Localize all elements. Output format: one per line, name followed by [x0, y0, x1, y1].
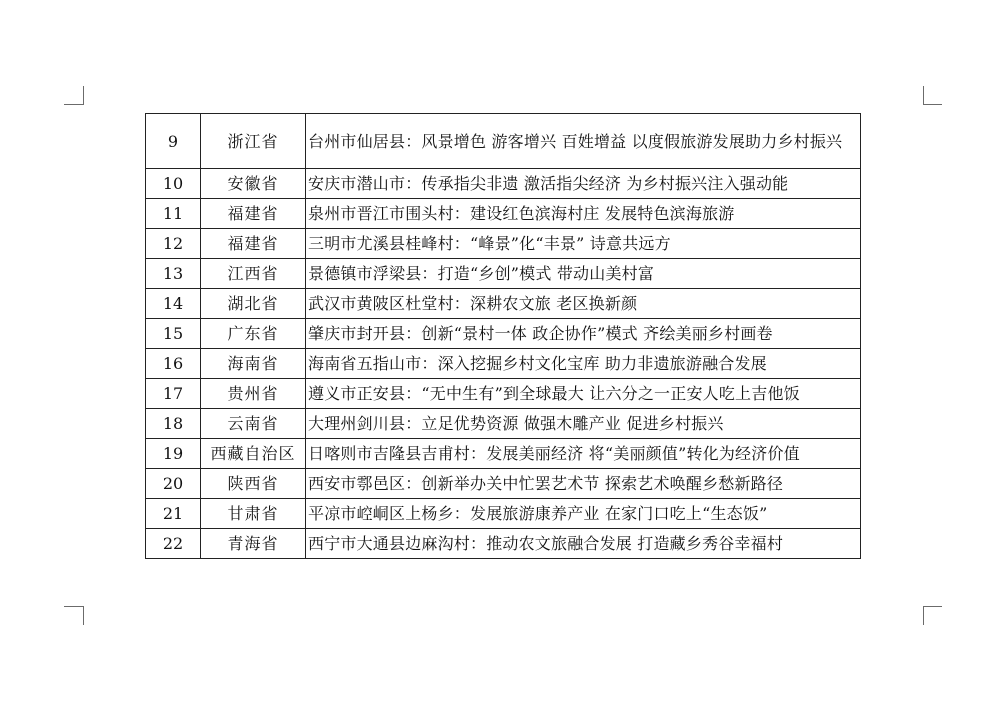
row-province: 湖北省	[201, 289, 306, 319]
table-row	[146, 349, 861, 379]
table-row	[146, 379, 861, 409]
row-province: 青海省	[201, 529, 306, 559]
row-number: 12	[146, 229, 201, 259]
row-title: 西安市鄠邑区：创新举办关中忙罢艺术节 探索艺术唤醒乡愁新路径	[306, 469, 861, 499]
table-row	[146, 439, 861, 469]
crop-mark-top-left-h	[64, 104, 83, 105]
case-list-table	[145, 113, 861, 559]
table-row	[146, 469, 861, 499]
row-province: 福建省	[201, 229, 306, 259]
row-number: 18	[146, 409, 201, 439]
row-number: 15	[146, 319, 201, 349]
row-number: 13	[146, 259, 201, 289]
crop-mark-bottom-left-h	[64, 606, 83, 607]
table-row	[146, 409, 861, 439]
row-number: 19	[146, 439, 201, 469]
row-title: 西宁市大通县边麻沟村：推动农文旅融合发展 打造藏乡秀谷幸福村	[306, 529, 861, 559]
row-title: 泉州市晋江市围头村：建设红色滨海村庄 发展特色滨海旅游	[306, 199, 861, 229]
row-number: 22	[146, 529, 201, 559]
row-title: 台州市仙居县：风景增色 游客增兴 百姓增益 以度假旅游发展助力乡村振兴	[306, 114, 861, 169]
row-province: 陕西省	[201, 469, 306, 499]
row-province: 云南省	[201, 409, 306, 439]
crop-mark-bottom-left-v	[83, 606, 84, 625]
row-number: 21	[146, 499, 201, 529]
table-row	[146, 289, 861, 319]
row-number: 20	[146, 469, 201, 499]
row-number: 17	[146, 379, 201, 409]
row-number: 10	[146, 169, 201, 199]
table-row	[146, 199, 861, 229]
row-province: 贵州省	[201, 379, 306, 409]
table-row	[146, 259, 861, 289]
table-row	[146, 114, 861, 169]
row-title: 海南省五指山市：深入挖掘乡村文化宝库 助力非遗旅游融合发展	[306, 349, 861, 379]
row-title: 三明市尤溪县桂峰村：“峰景”化“丰景” 诗意共远方	[306, 229, 861, 259]
table-row	[146, 169, 861, 199]
row-title: 肇庆市封开县：创新“景村一体 政企协作”模式 齐绘美丽乡村画卷	[306, 319, 861, 349]
row-province: 甘肃省	[201, 499, 306, 529]
row-title: 安庆市潜山市：传承指尖非遗 激活指尖经济 为乡村振兴注入强动能	[306, 169, 861, 199]
row-title: 遵义市正安县：“无中生有”到全球最大 让六分之一正安人吃上吉他饭	[306, 379, 861, 409]
row-title: 大理州剑川县：立足优势资源 做强木雕产业 促进乡村振兴	[306, 409, 861, 439]
row-title: 日喀则市吉隆县吉甫村：发展美丽经济 将“美丽颜值”转化为经济价值	[306, 439, 861, 469]
crop-mark-top-right-v	[923, 86, 924, 105]
row-number: 14	[146, 289, 201, 319]
row-province: 西藏自治区	[201, 439, 306, 469]
row-title: 武汉市黄陂区杜堂村：深耕农文旅 老区换新颜	[306, 289, 861, 319]
row-province: 广东省	[201, 319, 306, 349]
crop-mark-top-right-h	[923, 104, 942, 105]
row-province: 浙江省	[201, 114, 306, 169]
table-row	[146, 319, 861, 349]
row-title: 平凉市崆峒区上杨乡：发展旅游康养产业 在家门口吃上“生态饭”	[306, 499, 861, 529]
row-province: 江西省	[201, 259, 306, 289]
table-row	[146, 529, 861, 559]
case-list-body	[146, 114, 861, 559]
row-province: 安徽省	[201, 169, 306, 199]
crop-mark-bottom-right-h	[923, 606, 942, 607]
crop-mark-top-left-v	[83, 86, 84, 105]
crop-mark-bottom-right-v	[923, 606, 924, 625]
row-title: 景德镇市浮梁县：打造“乡创”模式 带动山美村富	[306, 259, 861, 289]
row-number: 11	[146, 199, 201, 229]
row-number: 16	[146, 349, 201, 379]
table-row	[146, 229, 861, 259]
table-row	[146, 499, 861, 529]
row-province: 海南省	[201, 349, 306, 379]
row-number: 9	[146, 114, 201, 169]
row-province: 福建省	[201, 199, 306, 229]
